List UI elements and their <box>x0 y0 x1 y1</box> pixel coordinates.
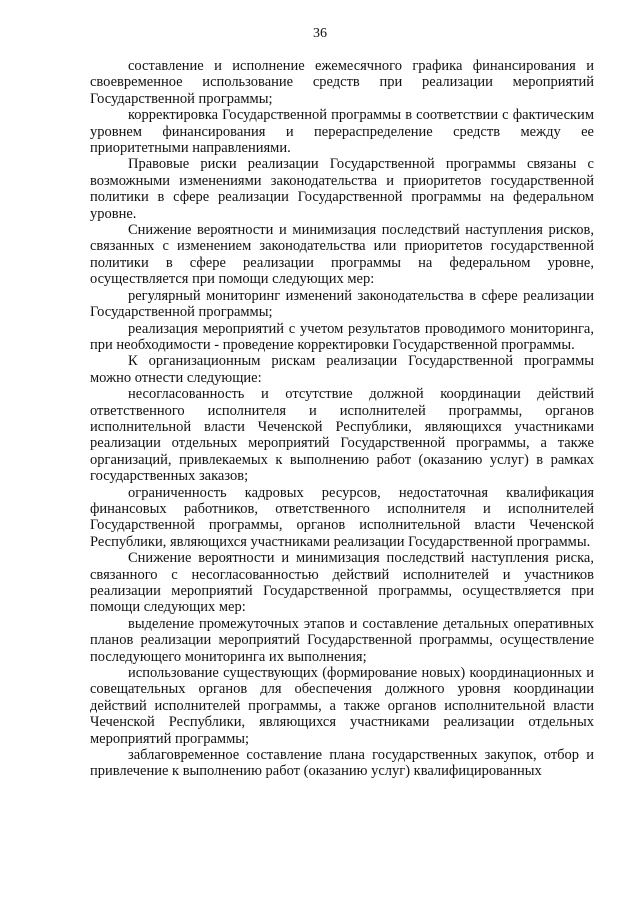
page-number: 36 <box>313 26 327 41</box>
paragraph-11: выделение промежуточных этапов и составление детальных оперативных планов реализации мероприятий Государственной программы, осуществление последующего мониторинга их выполнения; <box>90 615 594 665</box>
paragraph-9: ограниченность кадровых ресурсов, недостаточная квалификация финансовых работников, ответственного исполнителя и исполнителей Государственной программы, органов исполнительной власти Чеченской Республики, являющихся участниками реализации Государственной программы. <box>90 484 594 550</box>
paragraph-10: Снижение вероятности и минимизация последствий наступления риска, связанного с несогласованностью действий исполнителей и участников реализации мероприятий Государственной программы, осуществляется при помощи следующих мер: <box>90 550 594 616</box>
paragraph-12: использование существующих (формирование новых) координационных и совещательных органов для обеспечения должного уровня координации действий исполнителей программы, а также органов исполнительной власти Чеченской Республики, являющихся участниками реализации отдельных мероприятий программы; <box>90 665 594 747</box>
paragraph-7: К организационным рискам реализации Государственной программы можно отнести следующие: <box>90 353 594 386</box>
paragraph-3: Правовые риски реализации Государственной программы связаны с возможными изменениями законодательства и приоритетов государственной политики в сфере реализации Государственной программы на федеральном уровне. <box>90 156 594 222</box>
paragraph-1: составление и исполнение ежемесячного графика финансирования и своевременное использование средств при реализации мероприятий Государственной программы; <box>90 58 594 107</box>
paragraph-4: Снижение вероятности и минимизация последствий наступления рисков, связанных с изменением законодательства или приоритетов государственной политики в сфере реализации программы на федеральном уровне, осуществляется при помощи следующих мер: <box>90 222 594 288</box>
paragraph-2: корректировка Государственной программы в соответствии с фактическим уровнем финансирования и перераспределение средств между ее приоритетными направлениями. <box>90 107 594 157</box>
paragraph-6: реализация мероприятий с учетом результатов проводимого мониторинга, при необходимости - проведение корректировки Государственной программы. <box>90 320 594 353</box>
document-body <box>90 58 594 780</box>
paragraph-5: регулярный мониторинг изменений законодательства в сфере реализации Государственной программы; <box>90 287 594 321</box>
paragraph-8: несогласованность и отсутствие должной координации действий ответственного исполнителя и исполнителей программы, органов исполнительной власти Чеченской Республики, являющихся участниками реализации отдельных мероприятий Государственной программы, а также организаций, привлекаемых к выполнению работ (оказанию услуг) в рамках государственных заказов; <box>90 386 594 485</box>
paragraph-13: заблаговременное составление плана государственных закупок, отбор и привлечение к выполнению работ (оказанию услуг) квалифицированных <box>90 747 594 780</box>
